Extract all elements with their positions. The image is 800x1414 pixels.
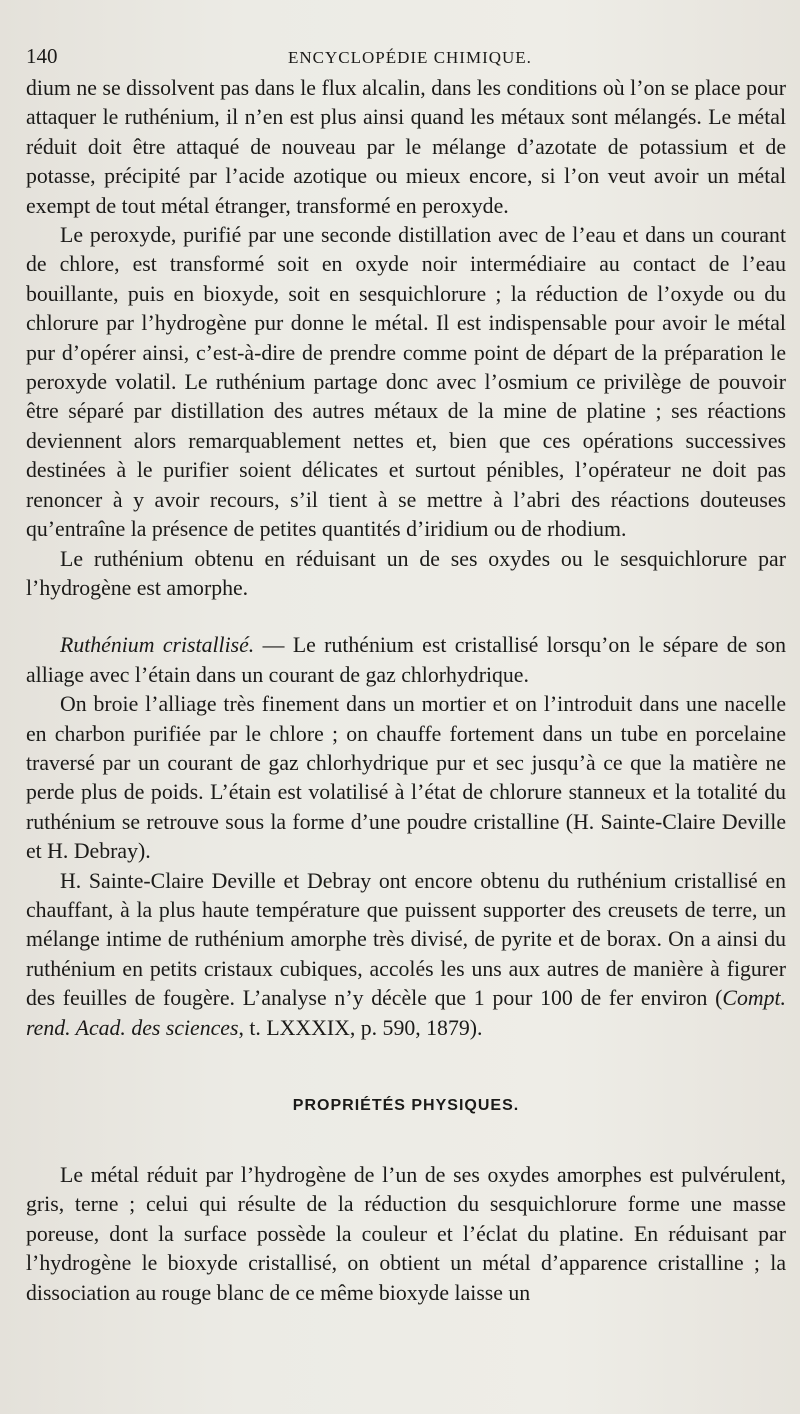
paragraph-amorphe: Le ruthénium obtenu en réduisant un de ses oxydes ou le sesquichlorure par l’hydrogène est amorphe. (26, 546, 786, 600)
spacer (26, 1121, 786, 1161)
spacer (26, 603, 786, 631)
page-number: 140 (26, 44, 58, 68)
paragraph-peroxyde: Le peroxyde, purifié par une seconde distillation avec de l’eau et dans un courant de chlore, est transformé soit en oxyde noir intermédiaire au contact de l’eau bouillante, puis en bioxyde, soit en sesquichlorure ; la réduction de l’oxyde ou du chlorure par l’hydrogène pur donne le métal. Il est indispensable pour avoir le métal pur d’opérer ainsi, c’est-à-dire de prendre comme point de départ de la préparation le peroxyde volatil. Le ruthénium partage donc avec l’osmium ce privilège de pouvoir être séparé par distillation des autres métaux de la mine de platine ; ses réactions deviennent alors remarquablement nettes et, bien que ces opérations successives destinées à le purifier soient délicates et surtout pénibles, l’opérateur ne doit pas renoncer à y avoir recours, s’il tient à se mettre à l’abri des réactions douteuses qu’entraîne la présence de petites quantités d’iridium ou de rhodium. (26, 223, 786, 542)
body-text (26, 74, 786, 1308)
runin-heading: Ruthénium cristallisé. (60, 633, 255, 658)
paragraph-cristallise (26, 631, 786, 690)
runin-text: — Le ruthénium est cristallisé lorsqu’on le sépare de son alliage avec l’étain dans un courant de gaz chlorhydrique. (26, 633, 786, 687)
paragraph-proprietes: Le métal réduit par l’hydrogène de l’un de ses oxydes amorphes est pulvérulent, gris, terne ; celui qui résulte de la réduction du sesquichlorure forme une masse poreuse, dont la surface possède la couleur et l’éclat du platine. En réduisant par l’hydrogène le bioxyde cristallisé, on obtient un métal d’apparence cristalline ; la dissociation au rouge blanc de ce même bioxyde laisse un (26, 1163, 786, 1305)
spacer (26, 1043, 786, 1091)
citation-reference: , t. LXXXIX, p. 590, 1879). (238, 1015, 483, 1040)
paragraph-text: H. Sainte-Claire Deville et Debray ont encore obtenu du ruthénium cristallisé en chauffant, à la plus haute température que puissent supporter des creusets de terre, un mélange intime de ruthénium amorphe très divisé, de pyrite et de borax. On a ainsi du ruthénium en petits cristaux cubiques, accolés les uns aux autres de manière à figurer des feuilles de fougère. L’analyse n’y décèle que 1 pour 100 de fer environ ( (26, 868, 786, 1011)
running-head (26, 44, 786, 74)
paragraph-alliage: On broie l’alliage très finement dans un mortier et on l’introduit dans une nacelle en charbon purifiée par le chlore ; on chauffe fortement dans un tube en porcelaine traversé par un courant de gaz chlorhydrique pur et sec jusqu’à ce que la matière ne perde plus de poids. L’étain est volatilisé à l’état de chlorure stanneux et la totalité du ruthénium se retrouve sous la forme d’une poudre cristalline (H. Sainte-Claire Deville et H. Debray). (26, 692, 786, 864)
paragraph-continuation: dium ne se dissolvent pas dans le flux alcalin, dans les conditions où l’on se place pour attaquer le ruthénium, il n’en est plus ainsi quand les métaux sont mélangés. Le métal réduit doit être attaqué de nouveau par le mélange d’azotate de potassium et de potasse, précipité par l’acide azotique ou mieux encore, si l’on veut avoir un métal exempt de tout métal étranger, transformé en peroxyde. (26, 76, 786, 218)
citation-journal: Compt. rend. Acad. des sciences (26, 986, 786, 1040)
section-heading: PROPRIÉTÉS PHYSIQUES. (292, 1097, 520, 1114)
running-title: ENCYCLOPÉDIE CHIMIQUE. (288, 48, 532, 67)
paragraph-deville-debray (26, 867, 786, 1043)
